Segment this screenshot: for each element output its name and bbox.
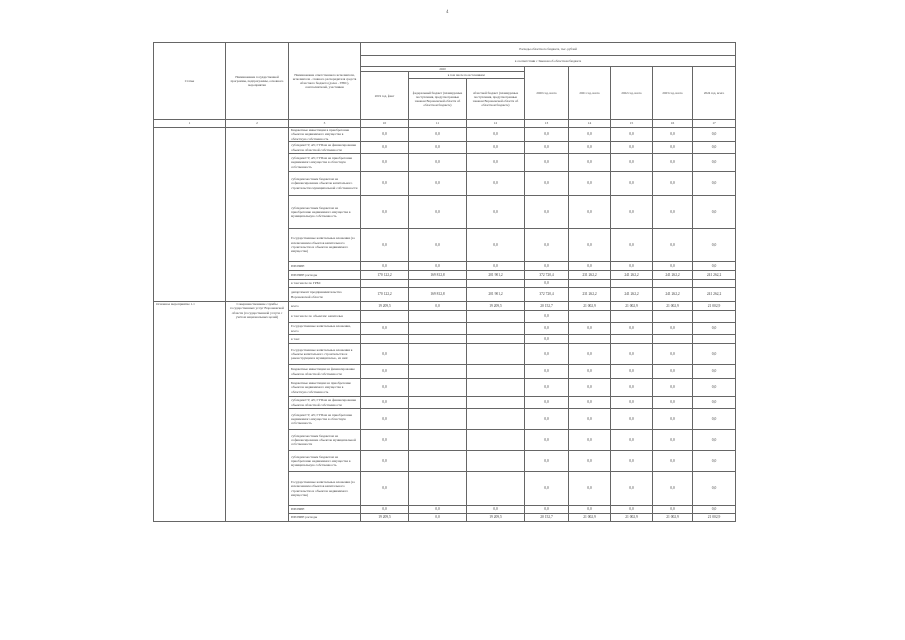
value-cell: 0,0 (409, 262, 467, 271)
header-group-title: Расходы областного бюджета, тыс. рублей (361, 43, 736, 56)
value-cell: 0,0 (525, 451, 569, 472)
column-number-row (154, 120, 736, 128)
value-cell: 0,0 (693, 229, 736, 262)
value-cell: 0,0 (409, 302, 467, 311)
value-cell (467, 323, 525, 335)
value-cell: 0,0 (361, 323, 409, 335)
value-cell: 0,0 (525, 335, 569, 344)
section-b-article: Основное мероприятие 1.1 (154, 302, 226, 522)
value-cell: 0,0 (409, 142, 467, 154)
value-cell: 0,0 (693, 379, 736, 397)
value-cell: 0,0 (569, 172, 611, 196)
value-cell: 0,0 (525, 280, 569, 288)
value-cell: 0,0 (467, 262, 525, 271)
value-cell: 0,0 (611, 323, 653, 335)
value-cell: 21 002,9 (693, 514, 736, 522)
value-cell: 0,0 (611, 379, 653, 397)
value-cell: 0,0 (653, 379, 693, 397)
value-cell: 0,0 (361, 196, 409, 229)
value-cell: 0,0 (361, 506, 409, 514)
value-cell (653, 280, 693, 288)
value-cell: 0,0 (653, 262, 693, 271)
value-cell: 0,0 (611, 172, 653, 196)
value-cell: 0,0 (409, 196, 467, 229)
value-cell: 0,0 (525, 365, 569, 379)
value-cell (467, 409, 525, 430)
value-cell: 0,0 (653, 229, 693, 262)
value-cell: 0,0 (653, 323, 693, 335)
value-cell: 0,0 (361, 262, 409, 271)
row-label: субсидии местным бюджетам на софинансирование объектов капитального строительства муниципальной собственности (289, 172, 361, 196)
value-cell: 0,0 (693, 472, 736, 506)
value-cell: 0,0 (525, 142, 569, 154)
value-cell: 0,0 (611, 506, 653, 514)
value-cell: 0,0 (361, 397, 409, 409)
value-cell (653, 335, 693, 344)
row-label: Бюджетные инвестиции на финансирование объектов областной собственности (289, 365, 361, 379)
value-cell: 241 262,2 (653, 271, 693, 280)
value-cell: 0,0 (693, 344, 736, 365)
value-cell: 0,0 (361, 409, 409, 430)
value-cell: 19 209,5 (467, 514, 525, 522)
value-cell: 0,0 (467, 128, 525, 142)
value-cell (409, 311, 467, 323)
value-cell (569, 280, 611, 288)
value-cell: 0,0 (611, 451, 653, 472)
value-cell: 0,0 (611, 430, 653, 451)
value-cell (693, 311, 736, 323)
row-label: Бюджетные инвестиции на приобретение объектов недвижимого имущества в областную собственность (289, 379, 361, 397)
value-cell: 0,0 (653, 154, 693, 172)
value-cell: 20 152,7 (525, 302, 569, 311)
value-cell: 0,0 (653, 196, 693, 229)
value-cell: 0,0 (611, 409, 653, 430)
header-year-2020: 2020 (361, 67, 525, 72)
value-cell: 0,0 (611, 196, 653, 229)
value-cell: 201 901,2 (467, 271, 525, 280)
value-cell: 0,0 (525, 472, 569, 506)
value-cell: 0,0 (569, 472, 611, 506)
row-label: в том числе по ГРБС (289, 280, 361, 288)
header-program: Наименование государственной программы, подпрограммы, основного мероприятия (226, 43, 289, 120)
value-cell: 19 209,5 (467, 302, 525, 311)
value-cell: 21 002,9 (611, 514, 653, 522)
value-cell: 0,0 (361, 229, 409, 262)
value-cell: 0,0 (653, 430, 693, 451)
value-cell (409, 344, 467, 365)
value-cell: 0,0 (569, 344, 611, 365)
value-cell: 0,0 (467, 154, 525, 172)
value-cell: 0,0 (569, 365, 611, 379)
column-number: 1 (154, 120, 226, 128)
value-cell: 0,0 (653, 142, 693, 154)
value-cell: 21 002,9 (611, 302, 653, 311)
value-cell: 0,0 (569, 196, 611, 229)
row-label: в том: (289, 335, 361, 344)
value-cell: 0,0 (361, 128, 409, 142)
row-label: субсидии ГУ, АУ, ГУПам на приобретение недвижимого имущества в областную собственность (289, 409, 361, 430)
row-label: субсидии ГУ, АУ, ГУПам на приобретение недвижимого имущества в областную собственность (289, 154, 361, 172)
row-label: Государственные капитальные вложения (за исключением объектов капитального строительства и объектов недвижимого имущества) (289, 229, 361, 262)
column-number: 3 (289, 120, 361, 128)
value-cell: 21 002,9 (653, 302, 693, 311)
row-label: субсидии местным бюджетам на приобретение недвижимого имущества в муниципальную собственность (289, 196, 361, 229)
row-label: Бюджетные инвестиции в приобретение объектов недвижимого имущества в областную собственность (289, 128, 361, 142)
row-label: субсидии местным бюджетам на приобретение недвижимого имущества в муниципальную собственность (289, 451, 361, 472)
value-cell: 19 209,5 (361, 302, 409, 311)
value-cell: 0,0 (569, 323, 611, 335)
page-number: 4 (446, 10, 449, 15)
value-cell: 0,0 (361, 344, 409, 365)
value-cell: 169 812,8 (409, 288, 467, 302)
value-cell: 20 152,7 (525, 514, 569, 522)
row-label: субсидии местным бюджетам на софинансирование объектов муниципальной собственности (289, 430, 361, 451)
value-cell: 21 002,9 (569, 514, 611, 522)
value-cell (467, 311, 525, 323)
value-cell (467, 365, 525, 379)
value-cell (467, 280, 525, 288)
value-cell: 231 262,2 (569, 271, 611, 280)
value-cell: 0,0 (653, 128, 693, 142)
row-label: субсидии ГУ, АУ, ГУПам на финансирование объектов областной собственности (289, 142, 361, 154)
value-cell: 0,0 (569, 409, 611, 430)
value-cell: 0,0 (409, 172, 467, 196)
value-cell: 0,0 (361, 430, 409, 451)
value-cell: 0,0 (361, 142, 409, 154)
value-cell: 241 262,2 (693, 288, 736, 302)
row-label: в том числе по объектам: капитальн (289, 311, 361, 323)
value-cell: 0,0 (409, 154, 467, 172)
header-col-11: федеральный бюджет (планируемые поступления, предусмотренные законом Воронежской области об областном бюджете) (409, 79, 467, 120)
row-label: Государственные капитальные вложения, всего (289, 323, 361, 335)
value-cell (409, 280, 467, 288)
value-cell (361, 335, 409, 344)
value-cell: 0,0 (653, 397, 693, 409)
value-cell (611, 280, 653, 288)
value-cell (409, 323, 467, 335)
row-label: ПРОЧИЕ (289, 262, 361, 271)
row-label: субсидии ГУ, АУ, ГУПам на финансирование объектов областной собственности (289, 397, 361, 409)
value-cell: 0,0 (361, 172, 409, 196)
value-cell (409, 365, 467, 379)
row-label: Государственные капитальные вложения (за исключением объектов капитального строительства и объектов недвижимого имущества) (289, 472, 361, 506)
value-cell (467, 379, 525, 397)
value-cell: 0,0 (569, 506, 611, 514)
value-cell: 0,0 (611, 397, 653, 409)
value-cell (467, 397, 525, 409)
value-cell (409, 409, 467, 430)
header-row-1 (154, 43, 736, 56)
row-label: всего (289, 302, 361, 311)
value-cell: 0,0 (525, 128, 569, 142)
value-cell: 0,0 (693, 451, 736, 472)
value-cell: 241 262,2 (611, 288, 653, 302)
section-a-article (154, 128, 226, 302)
value-cell: 0,0 (361, 365, 409, 379)
value-cell: 0,0 (361, 451, 409, 472)
value-cell: 0,0 (409, 514, 467, 522)
value-cell: 0,0 (611, 344, 653, 365)
value-cell (409, 472, 467, 506)
row-label: ПРОЧИЕ расходы (289, 514, 361, 522)
value-cell: 0,0 (653, 344, 693, 365)
value-cell: 0,0 (525, 409, 569, 430)
value-cell: 0,0 (611, 154, 653, 172)
value-cell: 201 901,2 (467, 288, 525, 302)
row-label: ПРОЧИЕ расходы (289, 271, 361, 280)
value-cell (467, 430, 525, 451)
value-cell (569, 311, 611, 323)
value-cell (467, 451, 525, 472)
value-cell: 0,0 (611, 128, 653, 142)
header-executor: Наименование ответственного исполнителя, исполнителя - главного распорядителя средств областного бюджета (далее - ГРБС), соисполнителей, участников (289, 43, 361, 120)
column-number: 13 (525, 120, 569, 128)
value-cell: 0,0 (611, 262, 653, 271)
value-cell (467, 344, 525, 365)
value-cell: 0,0 (467, 506, 525, 514)
value-cell: 169 812,8 (409, 271, 467, 280)
header-incl-sources: в том числе по источникам: (409, 72, 525, 79)
value-cell: 0,0 (525, 311, 569, 323)
value-cell: 0,0 (653, 172, 693, 196)
value-cell: 0,0 (467, 172, 525, 196)
value-cell: 0,0 (693, 196, 736, 229)
value-cell: 0,0 (569, 229, 611, 262)
value-cell: 0,0 (525, 229, 569, 262)
value-cell: 0,0 (693, 154, 736, 172)
value-cell: 0,0 (693, 172, 736, 196)
row-label: департамент предпринимательства Воронежской области (289, 288, 361, 302)
header-col-13: 2020 год, всего (525, 67, 569, 120)
value-cell: 0,0 (653, 365, 693, 379)
column-number: 17 (693, 120, 736, 128)
value-cell (693, 335, 736, 344)
value-cell: 0,0 (693, 430, 736, 451)
value-cell: 0,0 (569, 397, 611, 409)
value-cell: 372 720,4 (525, 288, 569, 302)
value-cell: 0,0 (569, 262, 611, 271)
value-cell: 0,0 (525, 430, 569, 451)
value-cell: 21 002,9 (693, 302, 736, 311)
column-number: 11 (409, 120, 467, 128)
header-subgroup-title: в соответствии с Законом об областном бюджете (361, 56, 736, 67)
value-cell (611, 335, 653, 344)
value-cell (409, 430, 467, 451)
column-number: 12 (467, 120, 525, 128)
row-label: ПРОЧИЕ (289, 506, 361, 514)
value-cell (569, 335, 611, 344)
value-cell: 0,0 (569, 379, 611, 397)
value-cell: 0,0 (653, 451, 693, 472)
value-cell (611, 311, 653, 323)
value-cell: 241 262,2 (693, 271, 736, 280)
value-cell: 0,0 (693, 323, 736, 335)
header-col-17: 2024 год, всего (693, 67, 736, 120)
value-cell (409, 379, 467, 397)
value-cell: 21 002,9 (653, 514, 693, 522)
value-cell: 0,0 (361, 154, 409, 172)
value-cell: 0,0 (569, 128, 611, 142)
header-col-12: областной бюджет (планируемые поступления, предусмотренные законом Воронежской области об областном бюджете) (467, 79, 525, 120)
value-cell: 19 209,5 (361, 514, 409, 522)
value-cell: 0,0 (693, 397, 736, 409)
value-cell: 231 262,2 (569, 288, 611, 302)
value-cell (467, 335, 525, 344)
value-cell: 372 720,4 (525, 271, 569, 280)
value-cell (693, 280, 736, 288)
value-cell (361, 280, 409, 288)
header-col-10: 2019 год, факт (361, 72, 409, 120)
value-cell: 0,0 (467, 142, 525, 154)
value-cell: 0,0 (611, 365, 653, 379)
value-cell: 0,0 (569, 142, 611, 154)
value-cell: 0,0 (611, 229, 653, 262)
value-cell: 0,0 (525, 379, 569, 397)
value-cell: 0,0 (569, 451, 611, 472)
section-b-program: Совершенствование службы государственных услуг Воронежской области (государственной услуги с учётом национальных целей) (226, 302, 289, 522)
value-cell: 0,0 (525, 397, 569, 409)
value-cell: 241 262,2 (653, 288, 693, 302)
value-cell: 0,0 (569, 430, 611, 451)
value-cell: 21 002,9 (569, 302, 611, 311)
value-cell: 0,0 (693, 142, 736, 154)
header-article: Статьи (154, 43, 226, 120)
value-cell: 0,0 (525, 506, 569, 514)
header-col-14: 2021 год, всего (569, 67, 611, 120)
value-cell: 0,0 (525, 172, 569, 196)
budget-table (153, 42, 736, 522)
value-cell: 0,0 (409, 506, 467, 514)
value-cell: 241 262,2 (611, 271, 653, 280)
row-label: Государственные капитальные вложения в объекты капитального строительства и реконструкции в муниципальн., из них: (289, 344, 361, 365)
value-cell (653, 311, 693, 323)
value-cell: 0,0 (611, 142, 653, 154)
value-cell (467, 472, 525, 506)
value-cell: 0,0 (693, 409, 736, 430)
section-a-program (226, 128, 289, 302)
header-col-15: 2022 год, всего (611, 67, 653, 120)
table-row (154, 128, 736, 142)
column-number: 14 (569, 120, 611, 128)
value-cell: 0,0 (467, 229, 525, 262)
value-cell: 0,0 (467, 196, 525, 229)
value-cell: 0,0 (693, 506, 736, 514)
header-col-16: 2023 год, всего (653, 67, 693, 120)
value-cell: 0,0 (409, 128, 467, 142)
value-cell: 0,0 (653, 472, 693, 506)
value-cell: 0,0 (525, 262, 569, 271)
value-cell: 0,0 (525, 344, 569, 365)
value-cell: 0,0 (525, 196, 569, 229)
value-cell: 0,0 (611, 472, 653, 506)
value-cell (409, 451, 467, 472)
value-cell: 0,0 (525, 323, 569, 335)
value-cell: 170 122,2 (361, 271, 409, 280)
value-cell: 0,0 (361, 472, 409, 506)
value-cell (409, 397, 467, 409)
value-cell: 0,0 (409, 229, 467, 262)
value-cell: 0,0 (569, 154, 611, 172)
value-cell: 170 122,2 (361, 288, 409, 302)
table-body (154, 43, 736, 522)
value-cell: 0,0 (693, 262, 736, 271)
value-cell: 0,0 (525, 154, 569, 172)
column-number: 10 (361, 120, 409, 128)
column-number: 16 (653, 120, 693, 128)
value-cell: 0,0 (361, 379, 409, 397)
value-cell: 0,0 (693, 128, 736, 142)
value-cell: 0,0 (653, 409, 693, 430)
value-cell: 0,0 (653, 506, 693, 514)
table-row (154, 302, 736, 311)
column-number: 2 (226, 120, 289, 128)
value-cell (361, 311, 409, 323)
column-number: 15 (611, 120, 653, 128)
value-cell: 0,0 (693, 365, 736, 379)
value-cell (409, 335, 467, 344)
